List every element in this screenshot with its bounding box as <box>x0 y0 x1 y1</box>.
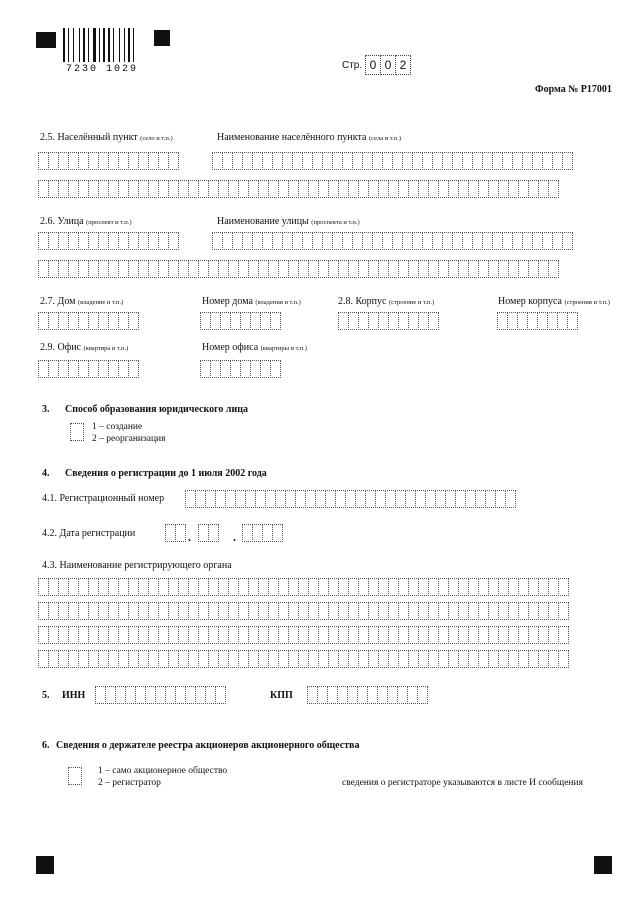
formation-option-create: 1 – создание <box>92 422 143 432</box>
settlement-type-field[interactable] <box>38 152 178 170</box>
input-cell[interactable] <box>215 686 226 704</box>
date-separator: . <box>188 530 191 544</box>
barcode-bar <box>106 28 107 62</box>
house-type-field[interactable] <box>38 312 138 330</box>
barcode-bar <box>126 28 127 62</box>
corner-marker-top-right <box>154 30 170 46</box>
barcode-bar <box>88 28 89 62</box>
corner-marker-top-left <box>36 32 56 48</box>
building-type-field[interactable] <box>338 312 438 330</box>
formation-option-reorg: 2 – реорганизация <box>92 434 166 444</box>
section-4-title: Сведения о регистрации до 1 июля 2002 года <box>65 468 267 479</box>
page-label: Стр. <box>342 60 363 71</box>
settlement-name-field-line1[interactable] <box>212 152 572 170</box>
corner-marker-bottom-right <box>594 856 612 874</box>
input-cell[interactable] <box>208 524 219 542</box>
input-cell[interactable] <box>548 260 559 278</box>
input-cell[interactable] <box>567 312 578 330</box>
street-name-field-line2[interactable] <box>38 260 558 278</box>
input-cell[interactable] <box>270 312 281 330</box>
page-digit: 0 <box>365 55 381 75</box>
street-name-label: Наименование улицы (проспекта и т.п.) <box>217 216 360 227</box>
building-number-field[interactable] <box>497 312 577 330</box>
kpp-label: КПП <box>270 690 293 701</box>
settlement-type-label: 2.5. Населённый пункт (село и т.п.) <box>40 132 173 143</box>
barcode-bar <box>97 28 98 62</box>
street-type-field[interactable] <box>38 232 178 250</box>
street-name-field-line1[interactable] <box>212 232 572 250</box>
input-cell[interactable] <box>558 626 569 644</box>
input-cell[interactable] <box>128 360 139 378</box>
barcode-bar <box>83 28 85 62</box>
barcode <box>63 28 143 62</box>
registrar-note: сведения о регистраторе указываются в листе И сообщения <box>342 778 583 788</box>
barcode-bar <box>99 28 100 62</box>
barcode-bar <box>90 28 92 62</box>
barcode-bar <box>68 28 69 62</box>
input-cell[interactable] <box>128 312 139 330</box>
barcode-number: 7230 1029 <box>66 64 139 75</box>
reg-date-month-field[interactable] <box>198 524 218 542</box>
page-number-cells <box>365 55 410 75</box>
barcode-bar <box>133 28 134 62</box>
settlement-name-label: Наименование населённого пункта (села и т.п.) <box>217 132 402 143</box>
office-number-label: Номер офиса (квартиры и т.п.) <box>202 342 307 353</box>
input-cell[interactable] <box>428 312 439 330</box>
reg-date-label: 4.2. Дата регистрации <box>42 528 136 539</box>
barcode-bar <box>103 28 105 62</box>
input-cell[interactable] <box>168 152 179 170</box>
office-type-label: 2.9. Офис (квартира и т.п.) <box>40 342 129 353</box>
barcode-bar <box>124 28 125 62</box>
input-cell[interactable] <box>505 490 516 508</box>
input-cell[interactable] <box>562 232 573 250</box>
barcode-bar <box>111 28 112 62</box>
registry-option-registrar: 2 – регистратор <box>98 778 161 788</box>
barcode-bar <box>113 28 114 62</box>
barcode-bar <box>86 28 87 62</box>
barcode-bar <box>75 28 78 62</box>
form-number: Форма № Р17001 <box>535 84 612 95</box>
page-digit: 0 <box>380 55 396 75</box>
barcode-bar <box>63 28 65 62</box>
registry-holder-checkbox[interactable] <box>68 767 82 785</box>
reg-date-year-field[interactable] <box>242 524 282 542</box>
building-number-label: Номер корпуса (строения и т.п.) <box>498 296 610 307</box>
office-number-field[interactable] <box>200 360 280 378</box>
authority-field-line3[interactable] <box>38 626 568 644</box>
settlement-name-field-line2[interactable] <box>38 180 558 198</box>
barcode-bar <box>73 28 74 62</box>
barcode-bar <box>108 28 110 62</box>
corner-marker-bottom-left <box>36 856 54 874</box>
registry-option-self: 1 – само акционерное общество <box>98 766 228 776</box>
building-type-label: 2.8. Корпус (строение и т.п.) <box>338 296 435 307</box>
house-number-label: Номер дома (владения и т.п.) <box>202 296 301 307</box>
barcode-bar <box>93 28 96 62</box>
date-separator: . <box>233 530 236 544</box>
barcode-bar <box>121 28 123 62</box>
kpp-field[interactable] <box>307 686 427 704</box>
inn-field[interactable] <box>95 686 225 704</box>
section-5-number: 5. <box>42 690 50 701</box>
barcode-bar <box>119 28 120 62</box>
barcode-bar <box>131 28 132 62</box>
section-6-title: Сведения о держателе реестра акционеров акционерного общества <box>56 740 360 751</box>
reg-number-label: 4.1. Регистрационный номер <box>42 493 165 504</box>
barcode-bar <box>70 28 72 62</box>
office-type-field[interactable] <box>38 360 138 378</box>
barcode-bar <box>135 28 137 62</box>
page-digit: 2 <box>395 55 411 75</box>
authority-field-line4[interactable] <box>38 650 568 668</box>
input-cell[interactable] <box>270 360 281 378</box>
barcode-bar <box>101 28 102 62</box>
authority-label: 4.3. Наименование регистрирующего органа <box>42 560 232 571</box>
house-type-label: 2.7. Дом (владение и т.п.) <box>40 296 124 307</box>
house-number-field[interactable] <box>200 312 280 330</box>
reg-date-day-field[interactable] <box>165 524 185 542</box>
section-4-number: 4. <box>42 468 50 479</box>
inn-label: ИНН <box>62 690 86 701</box>
input-cell[interactable] <box>168 232 179 250</box>
section-6-number: 6. <box>42 740 50 751</box>
input-cell[interactable] <box>562 152 573 170</box>
barcode-bar <box>128 28 130 62</box>
street-type-label: 2.6. Улица (проспект и т.п.) <box>40 216 132 227</box>
barcode-bar <box>79 28 80 62</box>
input-cell[interactable] <box>417 686 428 704</box>
section-3-title: Способ образования юридического лица <box>65 404 249 415</box>
authority-field-line1[interactable] <box>38 578 568 596</box>
input-cell[interactable] <box>548 180 559 198</box>
reg-number-field[interactable] <box>185 490 515 508</box>
authority-field-line2[interactable] <box>38 602 568 620</box>
barcode-bar <box>115 28 118 62</box>
input-cell[interactable] <box>272 524 283 542</box>
barcode-bar <box>66 28 67 62</box>
input-cell[interactable] <box>558 650 569 668</box>
input-cell[interactable] <box>558 602 569 620</box>
barcode-bar <box>81 28 82 62</box>
input-cell[interactable] <box>558 578 569 596</box>
formation-method-checkbox[interactable] <box>70 423 84 441</box>
section-3-number: 3. <box>42 404 50 415</box>
input-cell[interactable] <box>175 524 186 542</box>
